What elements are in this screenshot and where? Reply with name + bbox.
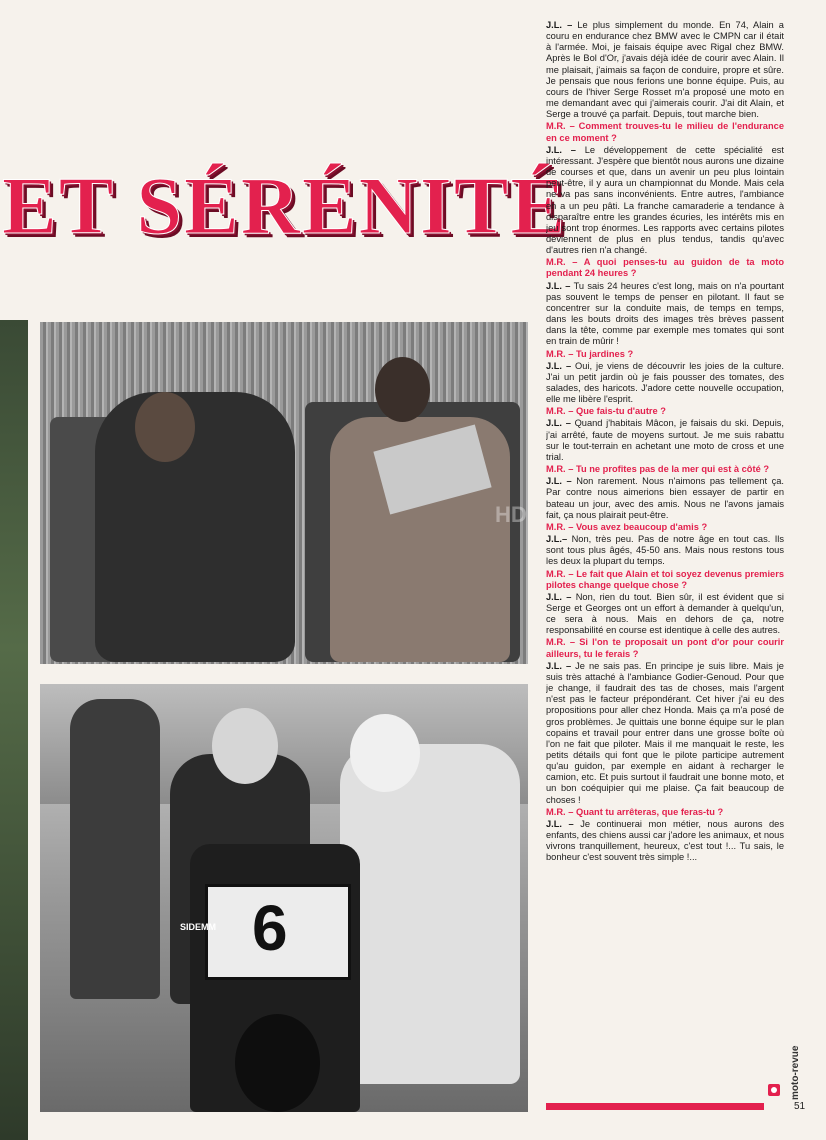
- answer-text: Non rarement. Nous n'aimons pas tellement ça. Par contre nous aimerions bien essayer de partir en bateau un jour, avec des amis. Nous ne l'avons jamais fait, ça nous plairait peut-être.: [546, 476, 784, 520]
- answer-text: Non, très peu. Pas de notre âge en tout cas. Ils sont tous plus âgés, 45-50 ans. Mais nous restons tous les deux la plupart du temps.: [546, 534, 784, 567]
- front-wheel: [235, 1014, 320, 1112]
- interview-question: M.R. – Vous avez beaucoup d'amis ?: [546, 521, 708, 532]
- answer-text: Je ne sais pas. En principe je suis libre. Mais je suis très attaché à l'ambiance Godier-Genoud. Pour que je change, il faudrait des tas de choses, mais l'argent n'est pas le facteur prépondérant. Cet hiver j'ai eu des propositions pour aller chez Honda. Mais ça m'a posé de gros problèmes. Je quittais une bonne équipe sur le plan copains et travail pour entrer dans une grosse boîte où l'on ne fait que piloter. Mais il me manquait le reste, les petits détails qui font que le pilote participe autrement qu'au guidon, par exemple en aidant à recharger le camion, etc. Et puis surtout il faudrait une bonne moto, et un bon coéquipier qui me plaise. Ça fait beaucoup de choses !: [546, 660, 784, 805]
- interview-question: M.R. – Le fait que Alain et toi soyez devenus premiers pilotes change quelque chose ?: [546, 568, 784, 590]
- rider-right: [340, 744, 520, 1084]
- speaker-label: J.L. –: [546, 591, 572, 602]
- interview-question: M.R. – Tu jardines ?: [546, 348, 634, 359]
- photo-racer-pit: [40, 684, 528, 1112]
- interview-answer: [546, 361, 784, 406]
- answer-text: Le plus simplement du monde. En 74, Alain a couru en endurance chez BMW avec le CMPN car il était à l'armée. Moi, je faisais équipe avec Rigal chez BMW. Après le Bol d'Or, j'avais déjà idée de courir avec Alain. Il me plaisait, j'aimais sa façon de conduire, propre et sûre. Je pensais que nous ferions une bonne équipe. Puis, au cours de l'hiver Serge Rosset m'a proposé une moto en me demandant avec qui j'aimerais courir. J'ai dit Alain, et Serge a trouvé ça parfait. Depuis, tout marche bien.: [546, 20, 784, 120]
- speaker-label: J.L. –: [546, 818, 574, 829]
- answer-text: Le développement de cette spécialité est intéressant. J'espère que bientôt nous aurons une dizaine de courses et que, dans un avenir un peu plus lointain peut-être, il y aura un championnat du Monde. Mais cela ne va pas sans inconvénients. Entre autres, l'ambiance en a un peu pâti. La franche camaraderie a tendance à disparaître entre les grandes écuries, les intérêts mis en jeu sont trop énormes. Les rapports avec certains pilotes deviennent de plus en plus tendus, tandis qu'avec d'autres rien n'a changé.: [546, 144, 784, 256]
- left-edge-photo-strip: [0, 320, 28, 1140]
- magazine-brand: moto-revue: [790, 1045, 801, 1100]
- answer-text: Je continuerai mon métier, nous aurons des enfants, des chiens aussi car j'adore les animaux, et nous vivrons tranquillement, heureux, c'est tout !... Tu sais, le bonheur c'est souvent très simple !...: [546, 818, 784, 863]
- speaker-label: J.L. –: [546, 660, 572, 671]
- interview-question: M.R. – Comment trouves-tu le milieu de l'endurance en ce moment ?: [546, 121, 784, 143]
- interview-answer: [546, 20, 784, 120]
- interview-question: M.R. – Quant tu arrêteras, que feras-tu ?: [546, 806, 724, 817]
- footer-accent-bar: [546, 1103, 764, 1110]
- page-number: 51: [794, 1101, 806, 1112]
- interview-answer: [546, 592, 784, 637]
- interview-question: M.R. – A quoi penses-tu au guidon de ta moto pendant 24 heures ?: [546, 257, 784, 279]
- woman-head: [135, 392, 195, 462]
- interview-column: [546, 20, 784, 1095]
- interview-answer: [546, 145, 784, 257]
- mechanic-left: [70, 699, 160, 999]
- interview-question: M.R. – Si l'on te proposait un pont d'or pour courir ailleurs, tu le ferais ?: [546, 637, 784, 659]
- interview-answer: [546, 661, 784, 806]
- speaker-label: J.L. –: [546, 476, 572, 487]
- speaker-label: J.L. –: [546, 280, 571, 291]
- bike-sponsor-decal: SIDEMM: [180, 922, 216, 932]
- watermark-text: HD: [495, 502, 527, 527]
- speaker-label: J.L. –: [546, 144, 576, 155]
- interview-question: M.R. – Tu ne profites pas de la mer qui est à côté ?: [546, 464, 770, 475]
- interview-answer: [546, 476, 784, 521]
- speaker-label: J.L. –: [546, 20, 573, 30]
- interview-answer: [546, 819, 784, 864]
- answer-text: Quand j'habitais Mâcon, je faisais du ski. Depuis, j'ai arrêté, faute de moyens surtout. Je me suis rabattu sur le tout-terrain en achetant une moto de cross et une trial.: [546, 418, 784, 462]
- interview-answer: [546, 281, 784, 348]
- speaker-label: J.L. –: [546, 360, 572, 371]
- interview-answer: [546, 534, 784, 567]
- speaker-label: J.L.–: [546, 534, 568, 545]
- answer-text: Tu sais 24 heures c'est long, mais on n'a pourtant pas souvent le temps de penser en pilotant. Il faut se concentrer sur la conduite mais, de temps en temps, dans les bouts droits des images très brèves passent dans la tête, comme par exemple mes tomates qui sont en train de mûrir !: [546, 280, 784, 347]
- man-head: [375, 357, 430, 422]
- interview-question: M.R. – Que fais-tu d'autre ?: [546, 406, 666, 417]
- answer-text: Non, rien du tout. Bien sûr, il est évident que si Serge et Georges ont un effort à demander à quelqu'un, ce sera à nous. Mais en dehors de ça, notre responsabilité en course est identique à celle des autres.: [546, 591, 784, 636]
- speaker-label: J.L. –: [546, 418, 571, 429]
- headline: ET SÉRÉNITÉ: [2, 160, 568, 251]
- woman-figure: [95, 392, 295, 662]
- helmet-right: [350, 714, 420, 792]
- helmet-left: [212, 708, 278, 784]
- answer-text: Oui, je viens de découvrir les joies de la culture. J'ai un petit jardin où je fais pousser des tomates, des salades, des haricots. J'adore cette nouvelle occupation, elle me libère l'esprit.: [546, 360, 784, 405]
- interview-answer: [546, 418, 784, 463]
- bike-number-plate: 6: [252, 892, 288, 964]
- moto-revue-logo-icon: [768, 1084, 780, 1096]
- photo-couple-deckchairs: [40, 322, 528, 664]
